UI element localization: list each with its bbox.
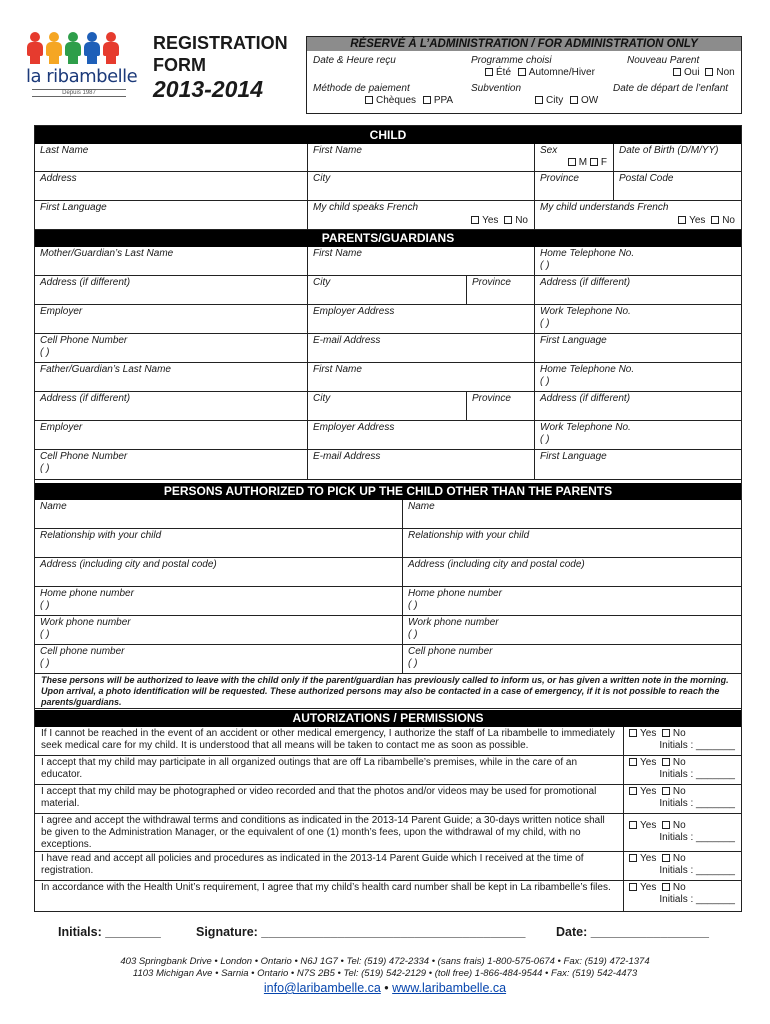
ppa-checkbox[interactable] bbox=[423, 96, 431, 104]
admin-subvention-options: City OW bbox=[535, 95, 598, 106]
email-link[interactable]: info@laribambelle.ca bbox=[263, 981, 381, 995]
auth-yn-photos: Yes No Initials : _______ bbox=[625, 785, 741, 811]
pickup2-name-field[interactable]: Name bbox=[403, 500, 741, 529]
father-city-field[interactable]: City bbox=[308, 392, 467, 421]
form-title-line2: FORM bbox=[153, 55, 206, 75]
child-understands-french-field: My child understands French Yes No bbox=[535, 201, 741, 230]
date-field[interactable]: Date: _________________ bbox=[556, 925, 709, 939]
logo-subtext: Depuis 1987 bbox=[32, 89, 126, 97]
authorizations-section-title: AUTORIZATIONS / PERMISSIONS bbox=[35, 710, 741, 727]
child-first-language-field[interactable]: First Language bbox=[35, 201, 308, 230]
admin-methode-options: Chèques PPA bbox=[365, 95, 453, 106]
pickup1-home-phone-field[interactable]: Home phone number ( ) bbox=[35, 587, 403, 616]
auth-yn-policies: Yes No Initials : _______ bbox=[625, 852, 741, 878]
mother-address-field[interactable]: Address (if different) bbox=[35, 276, 308, 305]
pickup-section-title: PERSONS AUTHORIZED TO PICK UP THE CHILD OTHER THAN THE PARENTS bbox=[35, 483, 741, 500]
pickup2-cell-phone-field[interactable]: Cell phone number ( ) bbox=[403, 645, 741, 674]
child-province-field[interactable]: Province bbox=[535, 172, 614, 201]
mother-address2-field[interactable]: Address (if different) bbox=[535, 276, 741, 305]
admin-programme: Programme choisi bbox=[471, 55, 552, 66]
auth3-initials[interactable]: Initials : _______ bbox=[659, 798, 735, 809]
pickup1-relationship-field[interactable]: Relationship with your child bbox=[35, 529, 403, 558]
mother-home-phone-field[interactable]: Home Telephone No. ( ) bbox=[535, 247, 741, 276]
logo-children-icon bbox=[26, 32, 132, 64]
speaks-yes-checkbox[interactable] bbox=[471, 216, 479, 224]
father-address-field[interactable]: Address (if different) bbox=[35, 392, 308, 421]
auth-text-outings: I accept that my child may participate in all organized outings that are off La ribambelle’s premises, while in the care of an educator. bbox=[35, 756, 624, 784]
auth-text-withdrawal: I agree and accept the withdrawal terms and conditions as indicated in the 2013-14 Parent Guide; a 30-days written notice shall be given to the Administration Manager, or the equivalent of one (1) month’s fees, upon the withdrawal of my child, with no exceptions. bbox=[35, 814, 624, 851]
auth6-initials[interactable]: Initials : _______ bbox=[659, 894, 735, 905]
auth-text-photos: I accept that my child may be photographed or video recorded and that the photos and/or videos may be used for promotional material. bbox=[35, 785, 624, 813]
non-checkbox[interactable] bbox=[705, 68, 713, 76]
mother-cell-phone-field[interactable]: Cell Phone Number ( ) bbox=[35, 334, 308, 363]
ow-checkbox[interactable] bbox=[570, 96, 578, 104]
auth3-yes-checkbox[interactable] bbox=[629, 787, 637, 795]
pickup-note: These persons will be authorized to leave with the child only if the parent/guardian has previously called to inform us, or has given a written note in the morning. Upon arrival, a photo identification will be requested. These authorized persons may also be contacted in a case of emergency, if it is not possible to reach the parents/guardians. bbox=[35, 674, 741, 709]
logo-text: la ribambelle bbox=[26, 66, 138, 87]
footer-address-sarnia: 1103 Michigan Ave • Sarnia • Ontario • N7S 2B5 • Tel: (519) 542-2129 • (toll free) 1-866-484-9544 • Fax: (519) 542-4473 bbox=[132, 968, 638, 979]
initials-field[interactable]: Initials: ________ bbox=[58, 925, 161, 939]
automne-checkbox[interactable] bbox=[518, 68, 526, 76]
admin-nouveau: Nouveau Parent bbox=[627, 55, 700, 66]
auth-row-withdrawal bbox=[35, 814, 741, 852]
auth-row-outings bbox=[35, 756, 741, 785]
auth5-yes-checkbox[interactable] bbox=[629, 854, 637, 862]
mother-email-field[interactable]: E-mail Address bbox=[308, 334, 535, 363]
parents-section-title: PARENTS/GUARDIANS bbox=[35, 230, 741, 247]
mother-first-language-field[interactable]: First Language bbox=[535, 334, 741, 363]
auth-text-policies: I have read and accept all policies and procedures as indicated in the 2013-14 Parent Guide which I received at the time of registration. bbox=[35, 852, 624, 880]
admin-date-recu: Date & Heure reçu bbox=[313, 55, 396, 66]
auth6-yes-checkbox[interactable] bbox=[629, 883, 637, 891]
ete-checkbox[interactable] bbox=[485, 68, 493, 76]
child-section-title: CHILD bbox=[35, 126, 741, 144]
form-title-line1: REGISTRATION bbox=[153, 33, 288, 53]
form-title bbox=[153, 32, 288, 76]
auth2-yes-checkbox[interactable] bbox=[629, 758, 637, 766]
auth1-initials[interactable]: Initials : _______ bbox=[659, 740, 735, 751]
auth-row-policies bbox=[35, 852, 741, 881]
auth5-no-checkbox[interactable] bbox=[662, 854, 670, 862]
auth-row-photos bbox=[35, 785, 741, 814]
footer-address-london: 403 Springbank Drive • London • Ontario • N6J 1G7 • Tel: (519) 472-2334 • (sans frais) 1-800-575-0674 • Fax: (519) 472-1374 bbox=[120, 956, 650, 967]
auth-row-medical bbox=[35, 727, 741, 756]
admin-box bbox=[306, 36, 742, 114]
city-checkbox[interactable] bbox=[535, 96, 543, 104]
mother-employer-field[interactable]: Employer bbox=[35, 305, 308, 334]
pickup1-address-field[interactable]: Address (including city and postal code) bbox=[35, 558, 403, 587]
auth1-no-checkbox[interactable] bbox=[662, 729, 670, 737]
sex-f-checkbox[interactable] bbox=[590, 158, 598, 166]
child-sex-field[interactable]: Sex M F bbox=[535, 144, 614, 172]
auth-text-health-card: In accordance with the Health Unit’s requirement, I agree that my child’s health card number shall be kept in La ribambelle’s files. bbox=[35, 881, 624, 912]
understands-yes-checkbox[interactable] bbox=[678, 216, 686, 224]
father-employer-address-field[interactable]: Employer Address bbox=[308, 421, 535, 450]
auth2-no-checkbox[interactable] bbox=[662, 758, 670, 766]
pickup1-cell-phone-field[interactable]: Cell phone number ( ) bbox=[35, 645, 403, 674]
auth-text-medical: If I cannot be reached in the event of an accident or other medical emergency, I authorize the staff of La ribambelle to immediately seek medical care for my child. It is understood that all means will be taken to contact me as soon as possible. bbox=[35, 727, 624, 755]
admin-methode: Méthode de paiement bbox=[313, 83, 410, 94]
auth-yn-health-card: Yes No Initials : _______ bbox=[625, 881, 741, 907]
pickup2-relationship-field[interactable]: Relationship with your child bbox=[403, 529, 741, 558]
form-year: 2013-2014 bbox=[153, 76, 263, 102]
logo bbox=[26, 32, 138, 104]
father-email-field[interactable]: E-mail Address bbox=[308, 450, 535, 480]
mother-city-field[interactable]: City bbox=[308, 276, 467, 305]
child-speaks-french-field: My child speaks French Yes No bbox=[308, 201, 535, 230]
auth1-yes-checkbox[interactable] bbox=[629, 729, 637, 737]
admin-nouveau-options: Oui Non bbox=[673, 67, 735, 78]
footer-separator: • bbox=[380, 981, 393, 995]
auth2-initials[interactable]: Initials : _______ bbox=[659, 769, 735, 780]
pickup1-work-phone-field[interactable]: Work phone number ( ) bbox=[35, 616, 403, 645]
auth-yn-outings: Yes No Initials : _______ bbox=[625, 756, 741, 782]
registration-form bbox=[34, 125, 742, 912]
father-first-name-field[interactable]: First Name bbox=[308, 363, 535, 392]
mother-last-name-field[interactable]: Mother/Guardian’s Last Name bbox=[35, 247, 308, 276]
mother-province-field[interactable]: Province bbox=[467, 276, 535, 305]
oui-checkbox[interactable] bbox=[673, 68, 681, 76]
father-cell-phone-field[interactable]: Cell Phone Number ( ) bbox=[35, 450, 308, 480]
speaks-no-checkbox[interactable] bbox=[504, 216, 512, 224]
signature-field[interactable]: Signature: ______________________________________ bbox=[196, 925, 526, 939]
auth-row-health-card bbox=[35, 881, 741, 912]
auth4-no-checkbox[interactable] bbox=[662, 821, 670, 829]
child-address-field[interactable]: Address bbox=[35, 172, 308, 201]
mother-work-phone-field[interactable]: Work Telephone No. ( ) bbox=[535, 305, 741, 334]
father-employer-field[interactable]: Employer bbox=[35, 421, 308, 450]
auth-yn-medical: Yes No Initials : _______ bbox=[625, 727, 741, 753]
mother-first-name-field[interactable]: First Name bbox=[308, 247, 535, 276]
pickup2-home-phone-field[interactable]: Home phone number ( ) bbox=[403, 587, 741, 616]
pickup2-work-phone-field[interactable]: Work phone number ( ) bbox=[403, 616, 741, 645]
child-city-field[interactable]: City bbox=[308, 172, 535, 201]
auth4-yes-checkbox[interactable] bbox=[629, 821, 637, 829]
pickup1-name-field[interactable]: Name bbox=[35, 500, 403, 529]
mother-employer-address-field[interactable]: Employer Address bbox=[308, 305, 535, 334]
auth4-initials[interactable]: Initials : _______ bbox=[659, 832, 735, 843]
pickup2-address-field[interactable]: Address (including city and postal code) bbox=[403, 558, 741, 587]
father-first-language-field[interactable]: First Language bbox=[535, 450, 741, 480]
father-last-name-field[interactable]: Father/Guardian’s Last Name bbox=[35, 363, 308, 392]
understands-no-checkbox[interactable] bbox=[711, 216, 719, 224]
admin-subvention: Subvention bbox=[471, 83, 522, 94]
child-first-name-field[interactable]: First Name bbox=[308, 144, 535, 172]
child-postal-field[interactable]: Postal Code bbox=[614, 172, 741, 201]
auth6-no-checkbox[interactable] bbox=[662, 883, 670, 891]
father-work-phone-field[interactable]: Work Telephone No. ( ) bbox=[535, 421, 741, 450]
auth3-no-checkbox[interactable] bbox=[662, 787, 670, 795]
child-dob-field[interactable]: Date of Birth (D/M/YY) bbox=[614, 144, 741, 172]
child-last-name-field[interactable]: Last Name bbox=[35, 144, 308, 172]
admin-programme-options: Été Automne/Hiver bbox=[485, 67, 595, 78]
sex-m-checkbox[interactable] bbox=[568, 158, 576, 166]
footer-links bbox=[0, 981, 770, 995]
father-province-field[interactable]: Province bbox=[467, 392, 535, 421]
father-home-phone-field[interactable]: Home Telephone No. ( ) bbox=[535, 363, 741, 392]
auth-yn-withdrawal: Yes No Initials : _______ bbox=[625, 814, 741, 845]
admin-title: RÉSERVÉ À L’ADMINISTRATION / FOR ADMINISTRATION ONLY bbox=[307, 37, 741, 51]
auth5-initials[interactable]: Initials : _______ bbox=[659, 865, 735, 876]
father-address2-field[interactable]: Address (if different) bbox=[535, 392, 741, 421]
cheques-checkbox[interactable] bbox=[365, 96, 373, 104]
admin-date-depart: Date de départ de l’enfant bbox=[613, 83, 729, 94]
website-link[interactable]: www.laribambelle.ca bbox=[392, 981, 507, 995]
